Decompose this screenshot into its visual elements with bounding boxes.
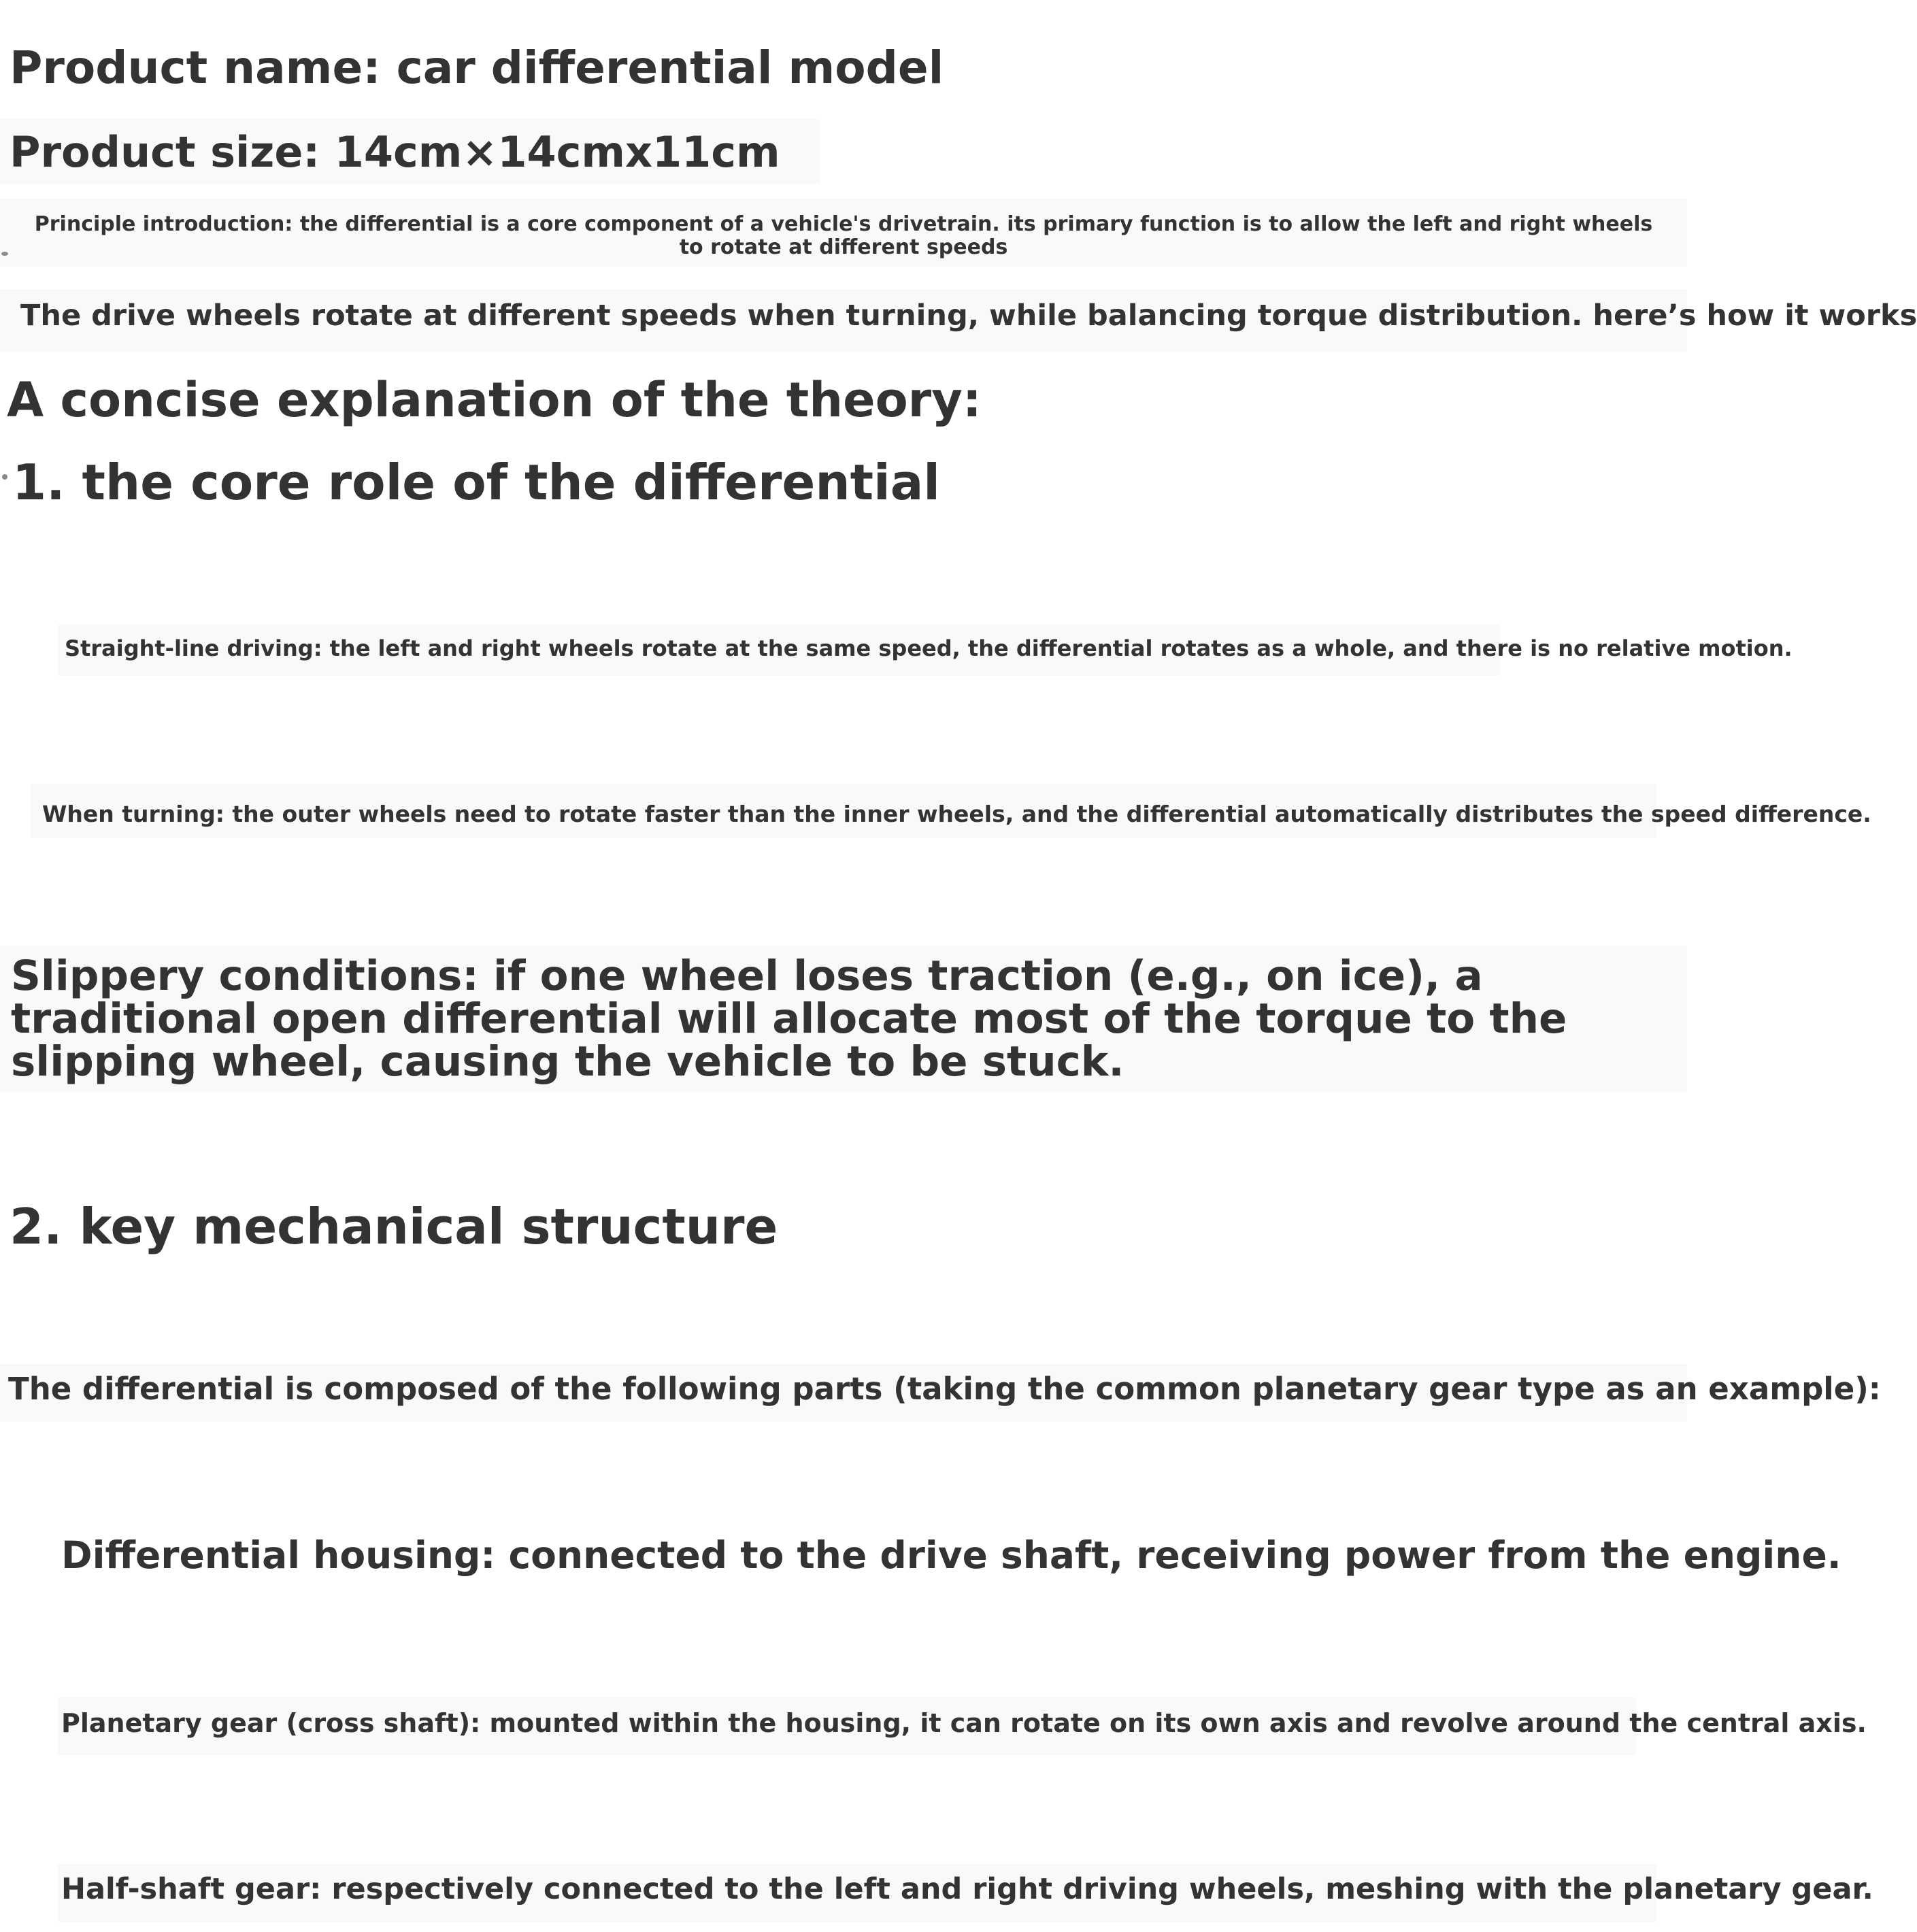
section-2-heading: 2. key mechanical structure [10, 1198, 778, 1255]
differential-housing: Differential housing: connected to the drive shaft, receiving power from the engine. [61, 1533, 1841, 1577]
scan-speck [1, 252, 8, 256]
section-1-heading: 1. the core role of the differential [12, 454, 940, 511]
principle-introduction: Principle introduction: the differential is a core component of a vehicle's drivetrain. its primary function is to allow the left and right wheels to rotate at different speeds [34, 212, 1653, 259]
straight-line-driving: Straight-line driving: the left and right wheels rotate at the same speed, the differential rotates as a whole, and there is no relative motion. [65, 635, 1793, 661]
when-turning: When turning: the outer wheels need to rotate faster than the inner wheels, and the differential automatically distributes the speed difference. [42, 801, 1871, 827]
half-shaft-gear: Half-shaft gear: respectively connected to the left and right driving wheels, meshing with the planetary gear. [61, 1872, 1873, 1906]
slippery-conditions: Slippery conditions: if one wheel loses traction (e.g., on ice), a traditional open differential will allocate most of the torque to the slipping wheel, causing the vehicle to be stuck. [11, 952, 1567, 1086]
composed-of-text: The differential is composed of the following parts (taking the common planetary gear type as an example): [8, 1371, 1881, 1407]
scan-speck [2, 474, 7, 480]
product-size: Product size: 14cm×14cmx11cm [10, 127, 780, 177]
product-name: Product name: car differential model [10, 41, 944, 94]
drive-wheels-text: The drive wheels rotate at different speeds when turning, while balancing torque distribution. here’s how it works [20, 299, 1917, 333]
theory-heading: A concise explanation of the theory: [7, 372, 982, 428]
planetary-gear: Planetary gear (cross shaft): mounted within the housing, it can rotate on its own axis and revolve around the central axis. [61, 1708, 1867, 1738]
